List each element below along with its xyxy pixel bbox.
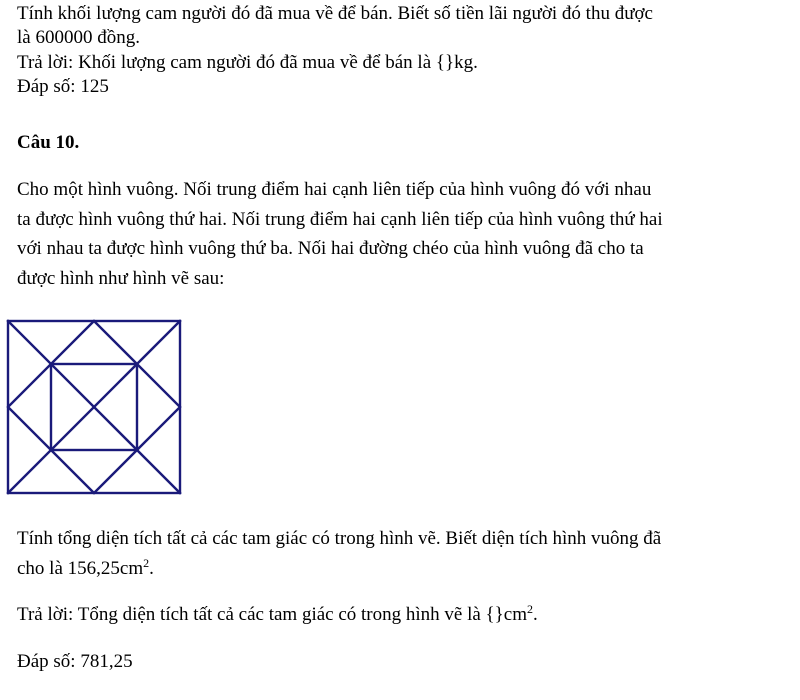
prev-question-prompt-line-2: là 600000 đồng. [17,27,140,48]
prev-question-prompt-line-1: Tính khối lượng cam người đó đã mua về để bán. Biết số tiền lãi người đó thu được [17,3,653,24]
answer-line-text: Trả lời: Tổng diện tích tất cả các tam giác có trong hình vẽ là {}cm [17,604,528,625]
prev-question-answer-line: Trả lời: Khối lượng cam người đó đã mua về để bán là {}kg. [17,52,478,73]
question-answer-line [17,603,538,627]
question-task-line-2 [17,557,154,581]
question-statement-line-4: được hình như hình vẽ sau: [17,268,225,289]
question-result-line: Đáp số: 781,25 [17,651,133,672]
nested-squares-figure [5,318,189,500]
question-task-line-1: Tính tổng diện tích tất cả các tam giác có trong hình vẽ. Biết diện tích hình vuông đã [17,528,662,549]
prev-question-result-line: Đáp số: 125 [17,76,109,97]
question-statement-line-3: với nhau ta được hình vuông thứ ba. Nối hai đường chéo của hình vuông đã cho ta [17,238,644,259]
question-statement-line-1: Cho một hình vuông. Nối trung điểm hai cạnh liên tiếp của hình vuông đó với nhau [17,179,652,200]
task-line-2-suffix: . [149,558,154,579]
answer-line-superscript: 2 [527,602,534,616]
answer-line-suffix: . [533,604,538,625]
task-line-2-text: cho là 156,25cm [17,558,144,579]
question-statement-line-2: ta được hình vuông thứ hai. Nối trung điểm hai cạnh liên tiếp của hình vuông thứ hai [17,209,663,230]
task-line-2-superscript: 2 [143,556,150,570]
question-heading: Câu 10. [17,132,80,153]
